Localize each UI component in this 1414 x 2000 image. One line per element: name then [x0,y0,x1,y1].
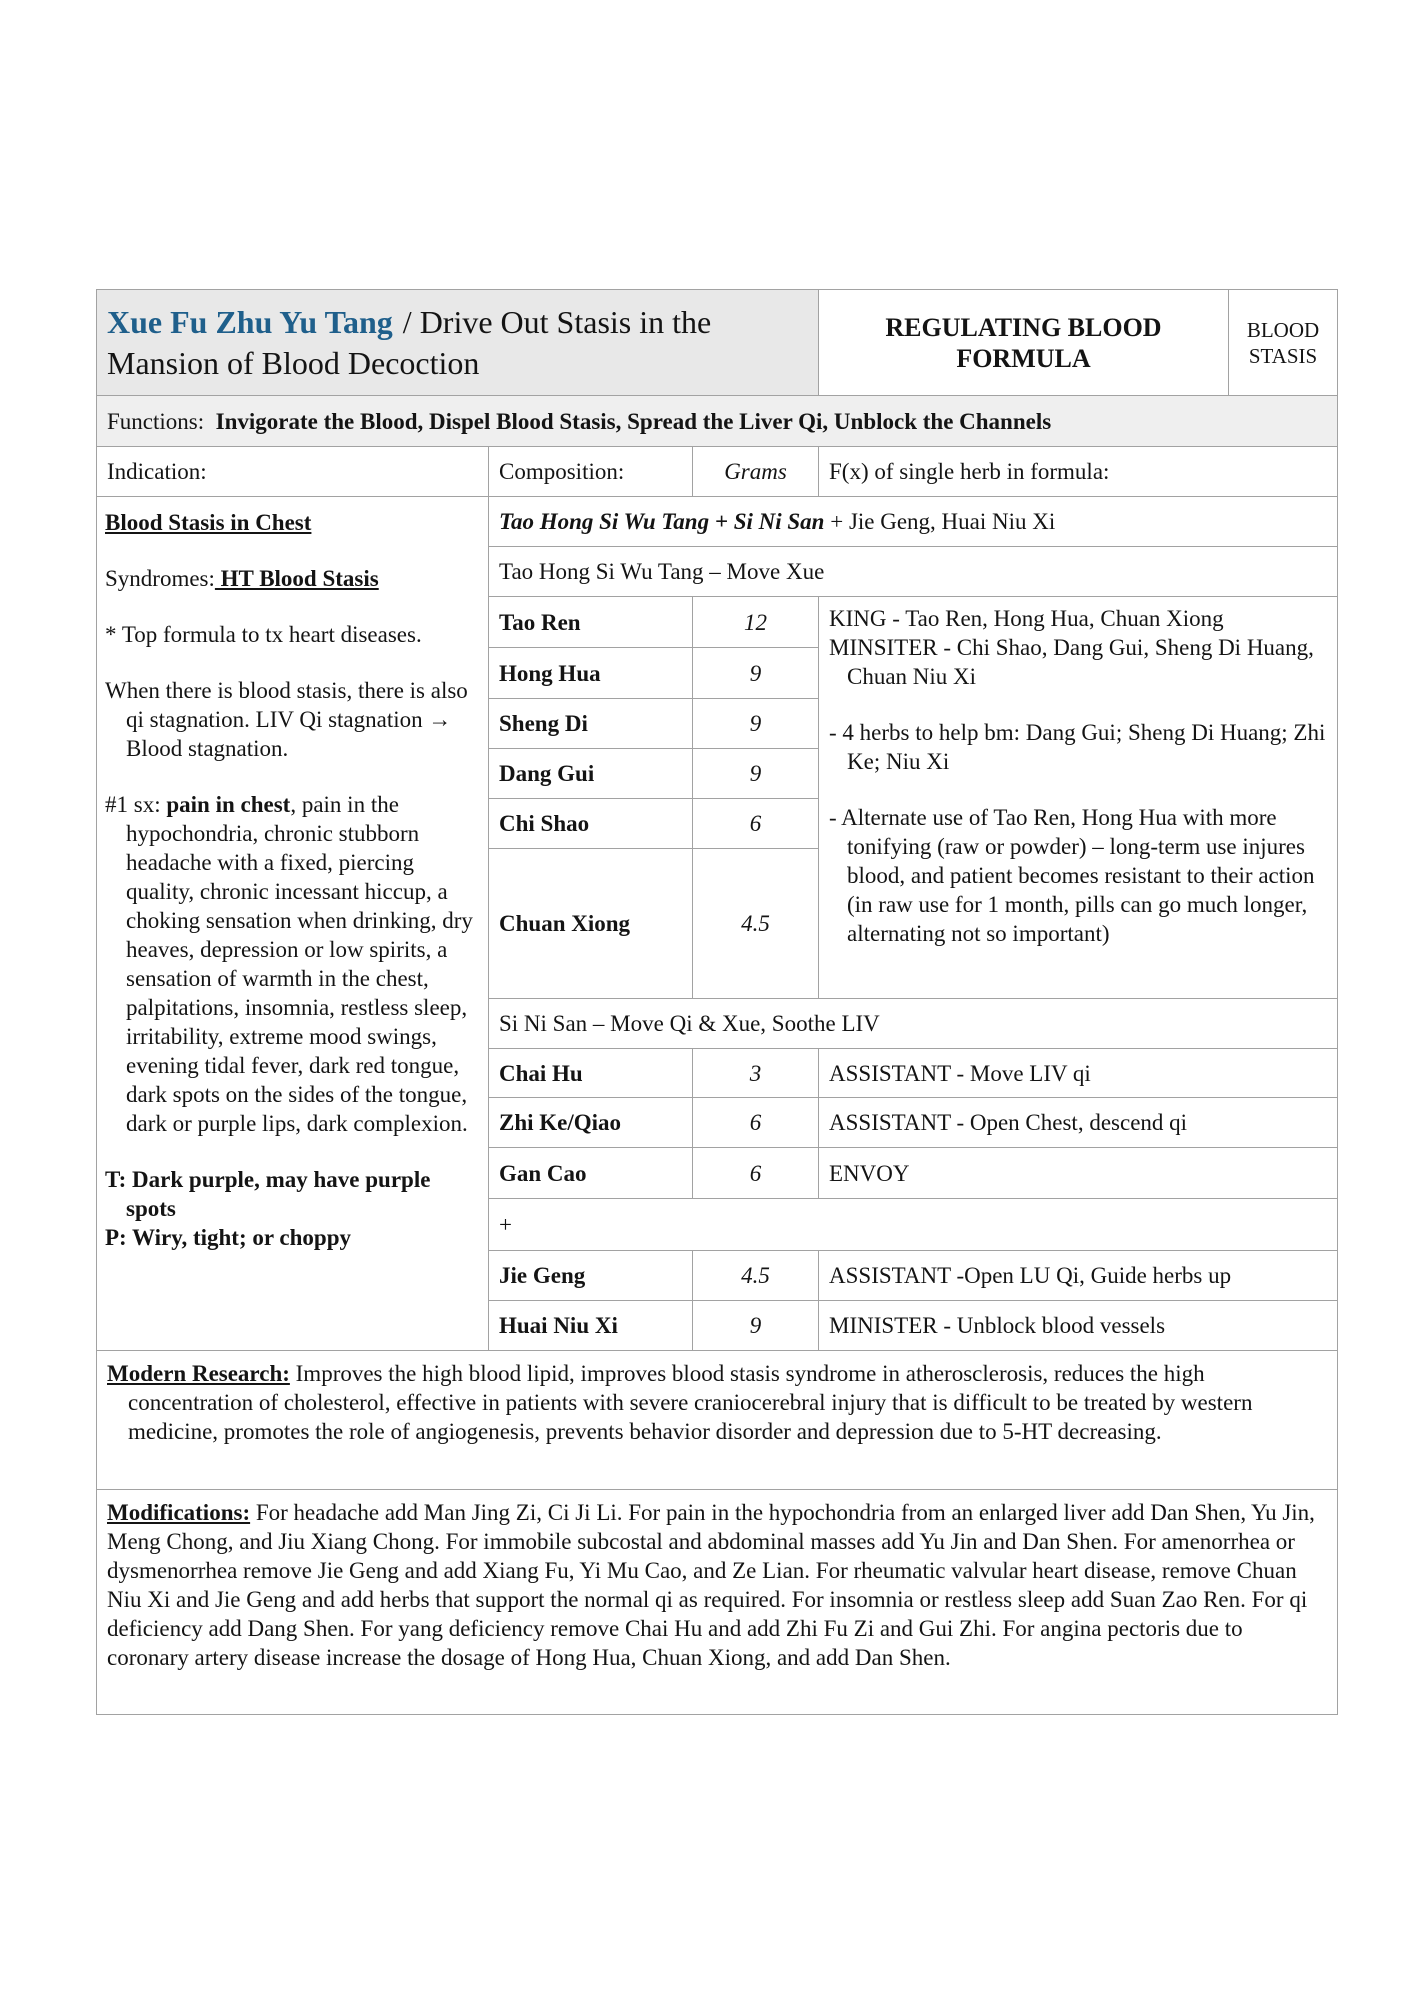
fx-minister: MINSITER - Chi Shao, Dang Gui, Sheng Di Huang, Chuan Niu Xi [829,635,1314,689]
herb-grams: 6 [693,1098,819,1148]
herb-name: Tao Ren [489,597,693,648]
indication-syndromes [105,564,480,593]
symptoms-label: #1 sx: [105,792,167,817]
herb-name: Gan Cao [489,1148,693,1199]
herb-grams: 4.5 [693,1251,819,1301]
indication-tongue: T: Dark purple, may have purple spots [105,1167,431,1221]
herb-name: Sheng Di [489,699,693,749]
indication-header: Indication: [97,447,489,497]
fx-note-alternate: - Alternate use of Tao Ren, Hong Hua with more tonifying (raw or powder) – long-term use injures blood, and patient becomes resistant to their action (in raw use for 1 month, pills can go much longer, alternating not so important) [829,805,1315,946]
composition-summary-row [97,497,1338,547]
modifications-label: Modifications: [107,1500,251,1525]
herb-grams: 9 [693,699,819,749]
modern-research-paragraph [107,1359,1327,1446]
group-label-si-ni: Si Ni San – Move Qi & Xue, Soothe LIV [489,999,1338,1049]
fx-king: KING - Tao Ren, Hong Hua, Chuan Xiong [829,606,1224,631]
indication-symptoms [105,790,480,1138]
modern-research-text: Improves the high blood lipid, improves blood stasis syndrome in atherosclerosis, reduces the high concentration of cholesterol, effective in patients with severe craniocerebral injury that is difficult to be treated by western medicine, promotes the role of angiogenesis, prevents behavior disorder and depression due to 5-HT decreasing. [128,1361,1253,1444]
composition-summary [489,497,1338,547]
herb-grams: 4.5 [693,849,819,999]
fx-header: F(x) of single herb in formula: [819,447,1338,497]
modern-research-cell [97,1351,1338,1490]
functions-cell [97,396,1338,447]
herb-function: MINISTER - Unblock blood vessels [819,1301,1338,1351]
formula-sheet [96,289,1338,1715]
syndromes-label: Syndromes: [105,566,215,591]
herb-name: Chi Shao [489,799,693,849]
plus-label: + [489,1199,1338,1251]
modern-research-row [97,1351,1338,1490]
tao-hong-fx-cell [819,597,1338,999]
modifications-paragraph [107,1498,1327,1672]
composition-summary-rest: + Jie Geng, Huai Niu Xi [824,509,1056,534]
herb-grams: 3 [693,1049,819,1098]
indication-pulse: P: Wiry, tight; or choppy [105,1225,351,1250]
group-label-tao-hong: Tao Hong Si Wu Tang – Move Xue [489,547,1338,597]
modifications-text: For headache add Man Jing Zi, Ci Ji Li. For pain in the hypochondria from an enlarged liver add Dan Shen, Yu Jin, Meng Chong, and Jiu Xiang Chong. For immobile subcostal and abdominal masses add Yu Jin and Dan Shen. For amenorrhea or dysmenorrhea remove Jie Geng and add Xiang Fu, Yi Mu Cao, and Ze Lian. For rheumatic valvular heart disease, remove Chuan Niu Xi and Jie Geng and add herbs that support the normal qi as required. For insomnia or restless sleep add Suan Zao Ren. For qi deficiency add Dang Shen. For yang deficiency remove Chai Hu and add Zhi Fu Zi and Gui Zhi. For angina pectoris due to coronary artery disease increase the dosage of Hong Hua, Chuan Xiong, and add Dan Shen. [107,1500,1315,1670]
herb-grams: 6 [693,1148,819,1199]
herb-function: ASSISTANT -Open LU Qi, Guide herbs up [819,1251,1338,1301]
herb-name: Zhi Ke/Qiao [489,1098,693,1148]
symptoms-key: pain in chest [166,792,291,817]
formula-english-name: / Drive Out Stasis in the Mansion of Blood Decoction [107,303,712,381]
column-header-row [97,447,1338,497]
formula-category: REGULATING BLOOD FORMULA [819,290,1229,396]
herb-name: Dang Gui [489,749,693,799]
herb-name: Chuan Xiong [489,849,693,999]
functions-text: Invigorate the Blood, Dispel Blood Stasis, Spread the Liver Qi, Unblock the Channels [215,408,1052,434]
indication-note: * Top formula to tx heart diseases. [105,622,422,647]
formula-pinyin-name: Xue Fu Zhu Yu Tang [107,303,393,340]
formula-title [97,290,819,396]
indication-pattern: Blood Stasis in Chest [105,510,312,535]
herb-grams: 12 [693,597,819,648]
composition-header: Composition: [489,447,693,497]
indication-cell [97,497,489,1351]
formula-subcategory: BLOOD STASIS [1229,290,1338,396]
grams-header: Grams [693,447,819,497]
herb-name: Hong Hua [489,648,693,699]
modern-research-label: Modern Research: [107,1361,290,1386]
herb-function: ASSISTANT - Open Chest, descend qi [819,1098,1338,1148]
herb-grams: 9 [693,1301,819,1351]
composition-summary-bold: Tao Hong Si Wu Tang + Si Ni San [499,509,825,534]
symptoms-rest: , pain in the hypochondria, chronic stubborn headache with a fixed, piercing quality, chronic incessant hiccup, a choking sensation when drinking, dry heaves, depression or low spirits, a sensation of warmth in the chest, palpitations, insomnia, restless sleep, irritability, extreme mood swings, evening tidal fever, dark red tongue, dark spots on the sides of the tongue, dark or purple lips, dark complexion. [126,792,473,1136]
herb-grams: 6 [693,799,819,849]
header-row [97,290,1338,396]
herb-function: ENVOY [819,1148,1338,1199]
herb-name: Chai Hu [489,1049,693,1098]
syndromes-value: HT Blood Stasis [214,566,379,591]
modifications-cell [97,1490,1338,1715]
herb-name: Huai Niu Xi [489,1301,693,1351]
herb-function: ASSISTANT - Move LIV qi [819,1049,1338,1098]
functions-label: Functions: [107,408,205,434]
modifications-row [97,1490,1338,1715]
herb-grams: 9 [693,749,819,799]
herb-grams: 9 [693,648,819,699]
functions-row [97,396,1338,447]
herb-name: Jie Geng [489,1251,693,1301]
indication-mechanism: When there is blood stasis, there is also qi stagnation. LIV Qi stagnation → Blood stagnation. [105,678,468,761]
fx-note-herbs: - 4 herbs to help bm: Dang Gui; Sheng Di Huang; Zhi Ke; Niu Xi [829,720,1326,774]
